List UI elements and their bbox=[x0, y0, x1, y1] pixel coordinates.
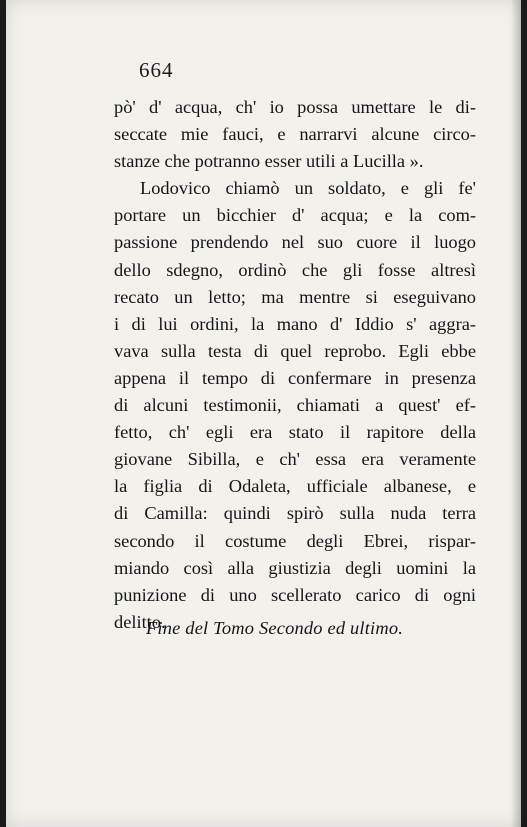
text-line: fetto, ch' egli era stato il rapitore della bbox=[114, 422, 476, 443]
text-line: pò' d' acqua, ch' io possa umettare le di- bbox=[114, 97, 476, 117]
text-line: recato un letto; ma mentre si eseguivano bbox=[114, 286, 476, 307]
closing-line: Fine del Tomo Secondo ed ultimo. bbox=[146, 618, 404, 638]
text-line: la figlia di Odaleta, ufficiale albanese, e bbox=[114, 476, 476, 497]
text-line: giovane Sibilla, e ch' essa era veramente bbox=[114, 449, 476, 470]
text-line: miando così alla giustizia degli uomini la bbox=[114, 557, 476, 578]
text-line: secondo il costume degli Ebrei, rispar- bbox=[114, 530, 476, 551]
page-edge-shadow bbox=[511, 0, 521, 827]
text-line: passione prendendo nel suo cuore il luogo bbox=[114, 232, 476, 253]
text-line: portare un bicchier d' acqua; e la com- bbox=[114, 205, 476, 226]
text-line: di alcuni testimonii, chiamati a quest' ef- bbox=[114, 395, 476, 416]
book-page bbox=[6, 0, 521, 827]
text-line: seccate mie fauci, e narrarvi alcune circo- bbox=[114, 124, 476, 145]
text-line: delitto. bbox=[114, 611, 166, 632]
body-text bbox=[114, 94, 476, 636]
text-line: punizione di uno scellerato carico di ogni bbox=[114, 584, 476, 605]
page-number: 664 bbox=[139, 58, 174, 82]
text-line: Lodovico chiamò un soldato, e gli fe' bbox=[140, 178, 476, 199]
text-line: vava sulla testa di quel reprobo. Egli ebbe bbox=[114, 340, 476, 361]
text-line: appena il tempo di confermare in presenza bbox=[114, 367, 476, 388]
text-line: dello sdegno, ordinò che gli fosse altresì bbox=[114, 259, 476, 280]
text-line: di Camilla: quindi spirò sulla nuda terra bbox=[114, 503, 476, 524]
text-line: i di lui ordini, la mano d' Iddio s' aggra- bbox=[114, 313, 476, 334]
text-line: stanze che potranno esser utili a Lucilla ». bbox=[114, 151, 424, 172]
